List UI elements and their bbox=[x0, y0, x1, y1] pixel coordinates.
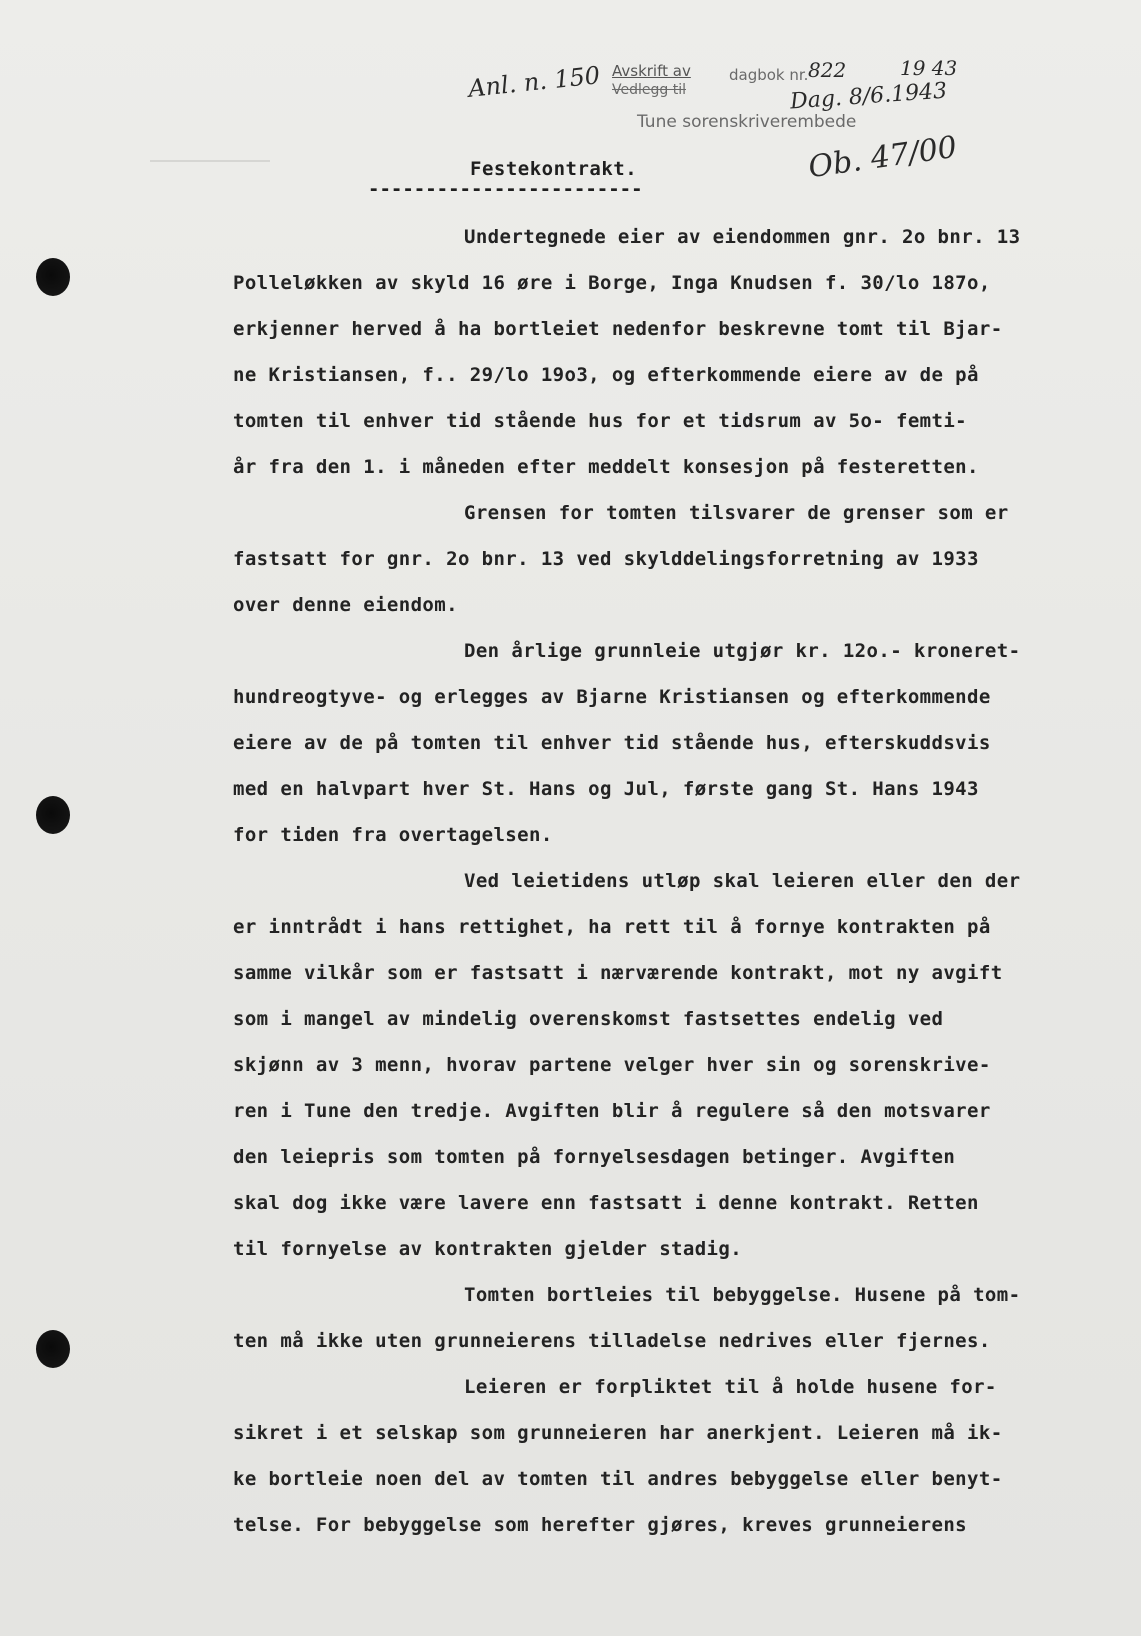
text-line: Polleløkken av skyld 16 øre i Borge, Inga Knudsen f. 30/lo 187o, bbox=[233, 272, 991, 294]
text-line: eiere av de på tomten til enhver tid stående hus, efterskuddsvis bbox=[233, 732, 991, 754]
text-line: Ved leietidens utløp skal leieren eller den der bbox=[464, 870, 1021, 892]
punch-hole bbox=[36, 1330, 70, 1368]
stamp-avskrift: Avskrift av bbox=[612, 62, 691, 80]
stamp-office: Tune sorenskriverembede bbox=[637, 112, 857, 132]
text-line: skjønn av 3 menn, hvorav partene velger hver sin og sorenskrive- bbox=[233, 1054, 991, 1076]
text-line: for tiden fra overtagelsen. bbox=[233, 824, 553, 846]
text-line: år fra den 1. i måneden efter meddelt konsesjon på festeretten. bbox=[233, 456, 979, 478]
text-line: tomten til enhver tid stående hus for et tidsrum av 5o- femti- bbox=[233, 410, 968, 432]
handwritten-year: 19 43 bbox=[900, 56, 958, 80]
text-line: er inntrådt i hans rettighet, ha rett til å fornye kontrakten på bbox=[233, 916, 991, 938]
text-line: med en halvpart hver St. Hans og Jul, første gang St. Hans 1943 bbox=[233, 778, 979, 800]
scan-mark bbox=[150, 160, 270, 162]
text-line: skal dog ikke være lavere enn fastsatt i denne kontrakt. Retten bbox=[233, 1192, 979, 1214]
text-line: Tomten bortleies til bebyggelse. Husene på tom- bbox=[464, 1284, 1021, 1306]
text-line: ne Kristiansen, f.. 29/lo 19o3, og efterkommende eiere av de på bbox=[233, 364, 979, 386]
text-line: ten må ikke uten grunneierens tilladelse nedrives eller fjernes. bbox=[233, 1330, 991, 1352]
text-line: over denne eiendom. bbox=[233, 594, 458, 616]
text-line: ren i Tune den tredje. Avgiften blir å regulere så den motsvarer bbox=[233, 1100, 991, 1122]
stamp-vedlegg-struck: Vedlegg til bbox=[612, 82, 686, 98]
text-line: Undertegnede eier av eiendommen gnr. 2o bnr. 13 bbox=[464, 226, 1021, 248]
punch-hole bbox=[36, 796, 70, 834]
document-title: Festekontrakt. bbox=[470, 158, 638, 180]
text-line: den leiepris som tomten på fornyelsesdagen betinger. Avgiften bbox=[233, 1146, 956, 1168]
title-underline: ------------------------ bbox=[368, 178, 643, 200]
handwritten-journal-number: 822 bbox=[808, 58, 847, 82]
text-line: Den årlige grunnleie utgjør kr. 12o.- kroneret- bbox=[464, 640, 1021, 662]
text-line: ke bortleie noen del av tomten til andres bebyggelse eller benyt- bbox=[233, 1468, 1003, 1490]
stamp-dagbok-label: dagbok nr. bbox=[729, 66, 809, 84]
handwritten-reference: Anl. n. 150 bbox=[466, 61, 602, 103]
text-line: hundreogtyve- og erlegges av Bjarne Kristiansen og efterkommende bbox=[233, 686, 991, 708]
text-line: fastsatt for gnr. 2o bnr. 13 ved skylddelingsforretning av 1933 bbox=[233, 548, 979, 570]
handwritten-signature: Ob. 47/00 bbox=[806, 129, 960, 186]
text-line: sikret i et selskap som grunneieren har anerkjent. Leieren må ik- bbox=[233, 1422, 1003, 1444]
handwritten-date: Dag. 8/6.1943 bbox=[789, 78, 948, 115]
text-line: Grensen for tomten tilsvarer de grenser som er bbox=[464, 502, 1009, 524]
punch-hole bbox=[36, 258, 70, 296]
text-line: telse. For bebyggelse som herefter gjøres, kreves grunneierens bbox=[233, 1514, 968, 1536]
text-line: erkjenner herved å ha bortleiet nedenfor beskrevne tomt til Bjar- bbox=[233, 318, 1003, 340]
text-line: Leieren er forpliktet til å holde husene for- bbox=[464, 1376, 997, 1398]
text-line: til fornyelse av kontrakten gjelder stadig. bbox=[233, 1238, 743, 1260]
text-line: som i mangel av mindelig overenskomst fastsettes endelig ved bbox=[233, 1008, 944, 1030]
text-line: samme vilkår som er fastsatt i nærværende kontrakt, mot ny avgift bbox=[233, 962, 1003, 984]
